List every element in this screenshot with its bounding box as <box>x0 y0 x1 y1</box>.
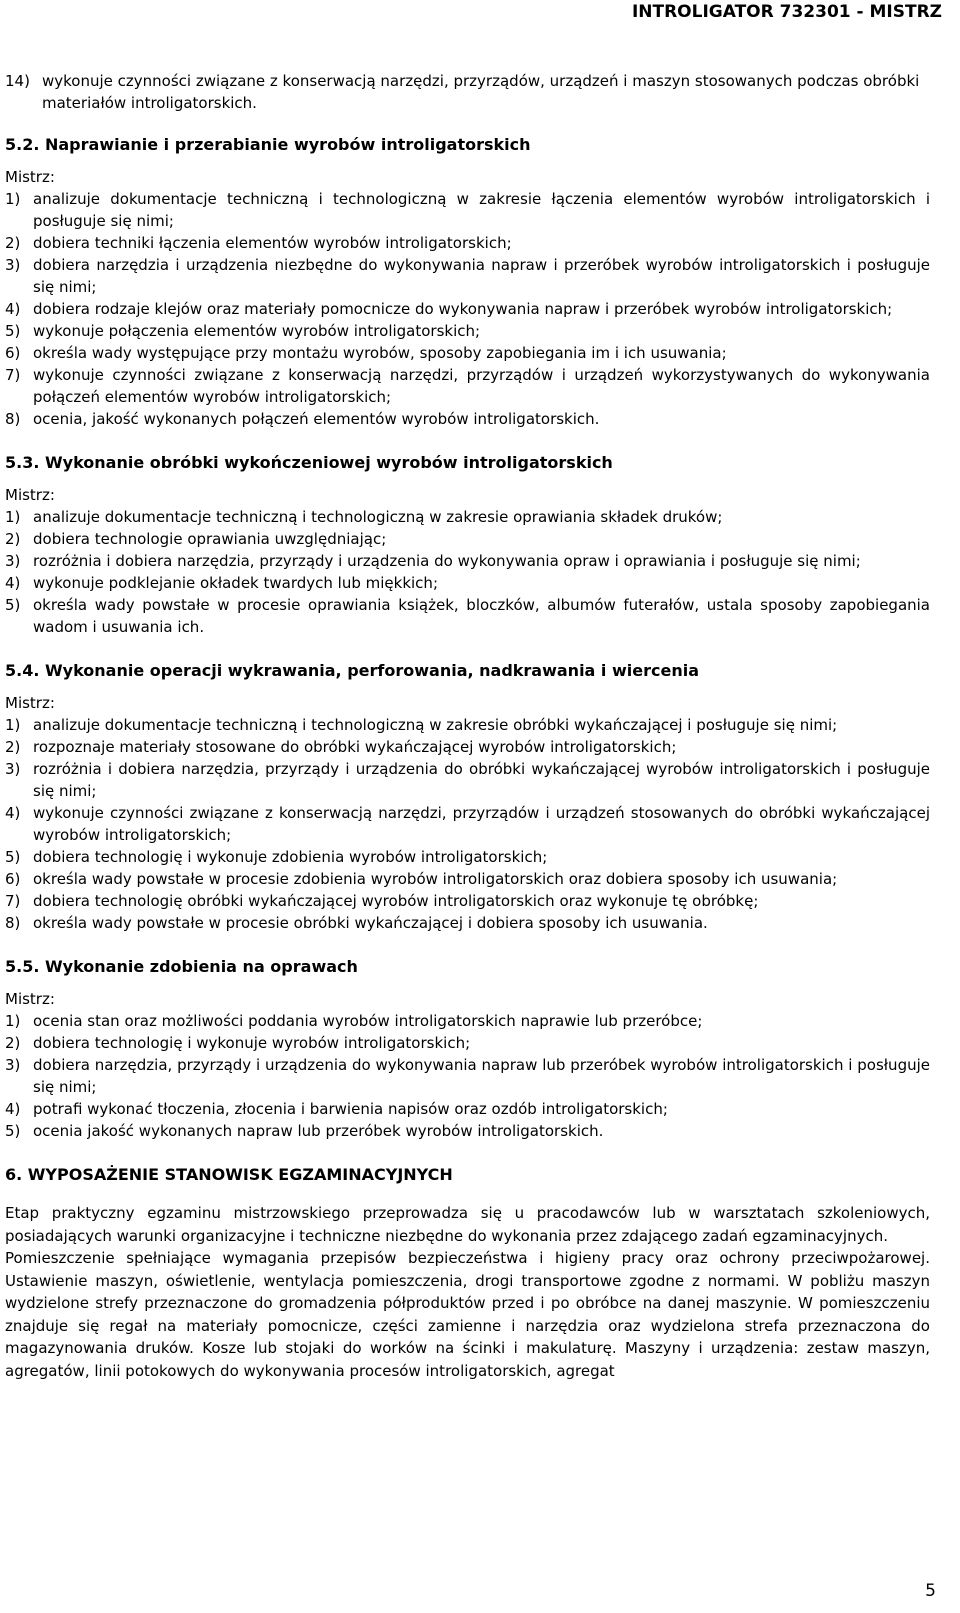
item-text: analizuje dokumentacje techniczną i technologiczną w zakresie obróbki wykańczającej i posługuje się nimi; <box>33 716 838 734</box>
item-number: 6) <box>5 344 21 362</box>
item-text: analizuje dokumentacje techniczną i technologiczną w zakresie oprawiania składek druków; <box>33 508 723 526</box>
item-number: 8) <box>5 914 21 932</box>
section-body <box>5 166 930 430</box>
list-item <box>5 298 930 320</box>
item-number: 3) <box>5 1056 21 1074</box>
item-number: 4) <box>5 300 21 318</box>
section-body <box>5 484 930 638</box>
list-item <box>5 528 930 550</box>
list-item <box>5 890 930 912</box>
list-item <box>5 594 930 638</box>
item-number: 5) <box>5 596 21 614</box>
item-number: 3) <box>5 760 21 778</box>
list-item <box>5 1010 930 1032</box>
item-number: 5) <box>5 848 21 866</box>
item-text: określa wady powstałe w procesie oprawiania książek, bloczków, albumów futerałów, ustala sposoby zapobiegania wadom i usuwania ich. <box>33 596 930 636</box>
item-number: 1) <box>5 1012 21 1030</box>
list-item <box>5 572 930 594</box>
role-label: Mistrz: <box>5 486 55 504</box>
item-list <box>5 1010 930 1142</box>
section <box>0 134 930 430</box>
item-number: 1) <box>5 716 21 734</box>
list-item <box>5 506 930 528</box>
list-item <box>5 802 930 846</box>
item-number: 4) <box>5 1100 21 1118</box>
list-item <box>5 1054 930 1098</box>
item-text: rozróżnia i dobiera narzędzia, przyrządy i urządzenia do obróbki wykańczającej wyrobów introligatorskich i posługuje się nimi; <box>33 760 930 800</box>
item-number: 2) <box>5 234 21 252</box>
item-text: dobiera narzędzia i urządzenia niezbędne do wykonywania napraw i przeróbek wyrobów introligatorskich i posługuje się nimi; <box>33 256 930 296</box>
item-text: dobiera techniki łączenia elementów wyrobów introligatorskich; <box>33 234 512 252</box>
item-text: ocenia, jakość wykonanych połączeń elementów wyrobów introligatorskich. <box>33 410 600 428</box>
list-item <box>5 1032 930 1054</box>
item-number: 4) <box>5 574 21 592</box>
item-number: 1) <box>5 190 21 208</box>
item-list <box>5 714 930 934</box>
section-heading: 5.4. Wykonanie operacji wykrawania, perforowania, nadkrawania i wiercenia <box>5 661 699 680</box>
sections-container <box>0 134 930 1142</box>
item-number: 1) <box>5 508 21 526</box>
item-text: ocenia jakość wykonanych napraw lub przeróbek wyrobów introligatorskich. <box>33 1122 604 1140</box>
item-text: rozpoznaje materiały stosowane do obróbki wykańczającej wyrobów introligatorskich; <box>33 738 677 756</box>
item-text: dobiera technologię obróbki wykańczającej wyrobów introligatorskich oraz wykonuje tę obróbkę; <box>33 892 759 910</box>
list-item <box>5 364 930 408</box>
item-text: dobiera rodzaje klejów oraz materiały pomocnicze do wykonywania napraw i przeróbek wyrobów introligatorskich; <box>33 300 893 318</box>
list-item <box>5 912 930 934</box>
item-text: określa wady powstałe w procesie obróbki wykańczającej i dobiera sposoby ich usuwania. <box>33 914 708 932</box>
paragraph: Pomieszczenie spełniające wymagania przepisów bezpieczeństwa i higieny pracy oraz ochrony przeciwpożarowej. Ustawienie maszyn, oświetlenie, wentylacja pomieszczenia, drogi transportowe zgodne z normami. W pobliżu maszyn wydzielone strefy przeznaczone do gromadzenia półproduktów przed i po obróbce na danej maszynie. W pomieszczeniu znajduje się regał na materiały pomocnicze, części zamienne i narzędzia oraz wydzielona strefa przeznaczona do magazynowania druków. Kosze lub stojaki do worków na ścinki i makulaturę. Maszyny i urządzenia: zestaw maszyn, agregatów, linii potokowych do wykonywania procesów introligatorskich, agregat <box>5 1249 930 1380</box>
item-text: wykonuje podklejanie okładek twardych lub miękkich; <box>33 574 438 592</box>
item-text: rozróżnia i dobiera narzędzia, przyrządy i urządzenia do wykonywania opraw i oprawiania i posługuje się nimi; <box>33 552 861 570</box>
item-number: 7) <box>5 366 21 384</box>
section <box>0 660 930 934</box>
item-text: dobiera technologię i wykonuje wyrobów introligatorskich; <box>33 1034 471 1052</box>
list-item <box>5 1120 930 1142</box>
list-item <box>5 320 930 342</box>
list-item <box>5 188 930 232</box>
item-number: 3) <box>5 552 21 570</box>
section <box>0 956 930 1142</box>
item-number: 3) <box>5 256 21 274</box>
list-item <box>5 254 930 298</box>
item-number: 6) <box>5 870 21 888</box>
running-header: INTROLIGATOR 732301 - MISTRZ <box>631 2 942 22</box>
item-number: 7) <box>5 892 21 910</box>
item-text: wykonuje czynności związane z konserwacją narzędzi, przyrządów i urządzeń wykorzystywanych do wykonywania połączeń elementów wyrobów introligatorskich; <box>33 366 930 406</box>
list-item <box>5 714 930 736</box>
item-text: wykonuje czynności związane z konserwacją narzędzi, przyrządów, urządzeń i maszyn stosowanych podczas obróbki materiałów introligatorskich. <box>42 72 920 112</box>
list-item <box>5 408 930 430</box>
item-text: dobiera narzędzia, przyrządy i urządzenia do wykonywania napraw lub przeróbek wyrobów introligatorskich i posługuje się nimi; <box>33 1056 930 1096</box>
item-text: wykonuje połączenia elementów wyrobów introligatorskich; <box>33 322 481 340</box>
list-item <box>5 342 930 364</box>
item-list <box>5 506 930 638</box>
role-label: Mistrz: <box>5 168 55 186</box>
item-number: 14) <box>5 72 30 90</box>
item-text: analizuje dokumentacje techniczną i technologiczną w zakresie łączenia elementów wyrobów introligatorskich i posługuje się nimi; <box>33 190 930 230</box>
list-item <box>5 846 930 868</box>
list-item <box>5 736 930 758</box>
list-item <box>5 758 930 802</box>
list-item <box>5 232 930 254</box>
paragraph: Etap praktyczny egzaminu mistrzowskiego przeprowadza się u pracodawców lub w warsztatach szkoleniowych, posiadających warunki organizacyjne i techniczne niezbędne do wykonania przez zdającego zadań egzaminacyjnych. <box>5 1204 930 1245</box>
item-number: 5) <box>5 322 21 340</box>
item-number: 8) <box>5 410 21 428</box>
section-heading: 5.2. Naprawianie i przerabianie wyrobów introligatorskich <box>5 135 531 154</box>
section-heading: 6. WYPOSAŻENIE STANOWISK EGZAMINACYJNYCH <box>5 1165 453 1184</box>
item-text: potrafi wykonać tłoczenia, złocenia i barwienia napisów oraz ozdób introligatorskich; <box>33 1100 668 1118</box>
list-item <box>5 550 930 572</box>
page-number: 5 <box>925 1581 936 1601</box>
section-heading: 5.3. Wykonanie obróbki wykończeniowej wyrobów introligatorskich <box>5 453 613 472</box>
item-list <box>5 188 930 430</box>
section-6 <box>0 1164 930 1382</box>
item-number: 2) <box>5 1034 21 1052</box>
item-number: 5) <box>5 1122 21 1140</box>
role-label: Mistrz: <box>5 694 55 712</box>
section-heading: 5.5. Wykonanie zdobienia na oprawach <box>5 957 358 976</box>
item-text: określa wady występujące przy montażu wyrobów, sposoby zapobiegania im i ich usuwania; <box>33 344 727 362</box>
item-text: wykonuje czynności związane z konserwacją narzędzi, przyrządów i urządzeń stosowanych do obróbki wykańczającej wyrobów introligatorskich; <box>33 804 930 844</box>
item-text: dobiera technologie oprawiania uwzględniając; <box>33 530 387 548</box>
item-number: 2) <box>5 530 21 548</box>
item-number: 2) <box>5 738 21 756</box>
section <box>0 452 930 638</box>
section-body <box>5 988 930 1142</box>
item-text: określa wady powstałe w procesie zdobienia wyrobów introligatorskich oraz dobiera sposoby ich usuwania; <box>33 870 838 888</box>
list-item <box>5 1098 930 1120</box>
section-body <box>5 692 930 934</box>
item-number: 4) <box>5 804 21 822</box>
document-body <box>0 70 930 1382</box>
list-item <box>0 70 930 114</box>
role-label: Mistrz: <box>5 990 55 1008</box>
item-text: dobiera technologię i wykonuje zdobienia wyrobów introligatorskich; <box>33 848 548 866</box>
item-text: ocenia stan oraz możliwości poddania wyrobów introligatorskich naprawie lub przeróbce; <box>33 1012 703 1030</box>
list-item <box>5 868 930 890</box>
